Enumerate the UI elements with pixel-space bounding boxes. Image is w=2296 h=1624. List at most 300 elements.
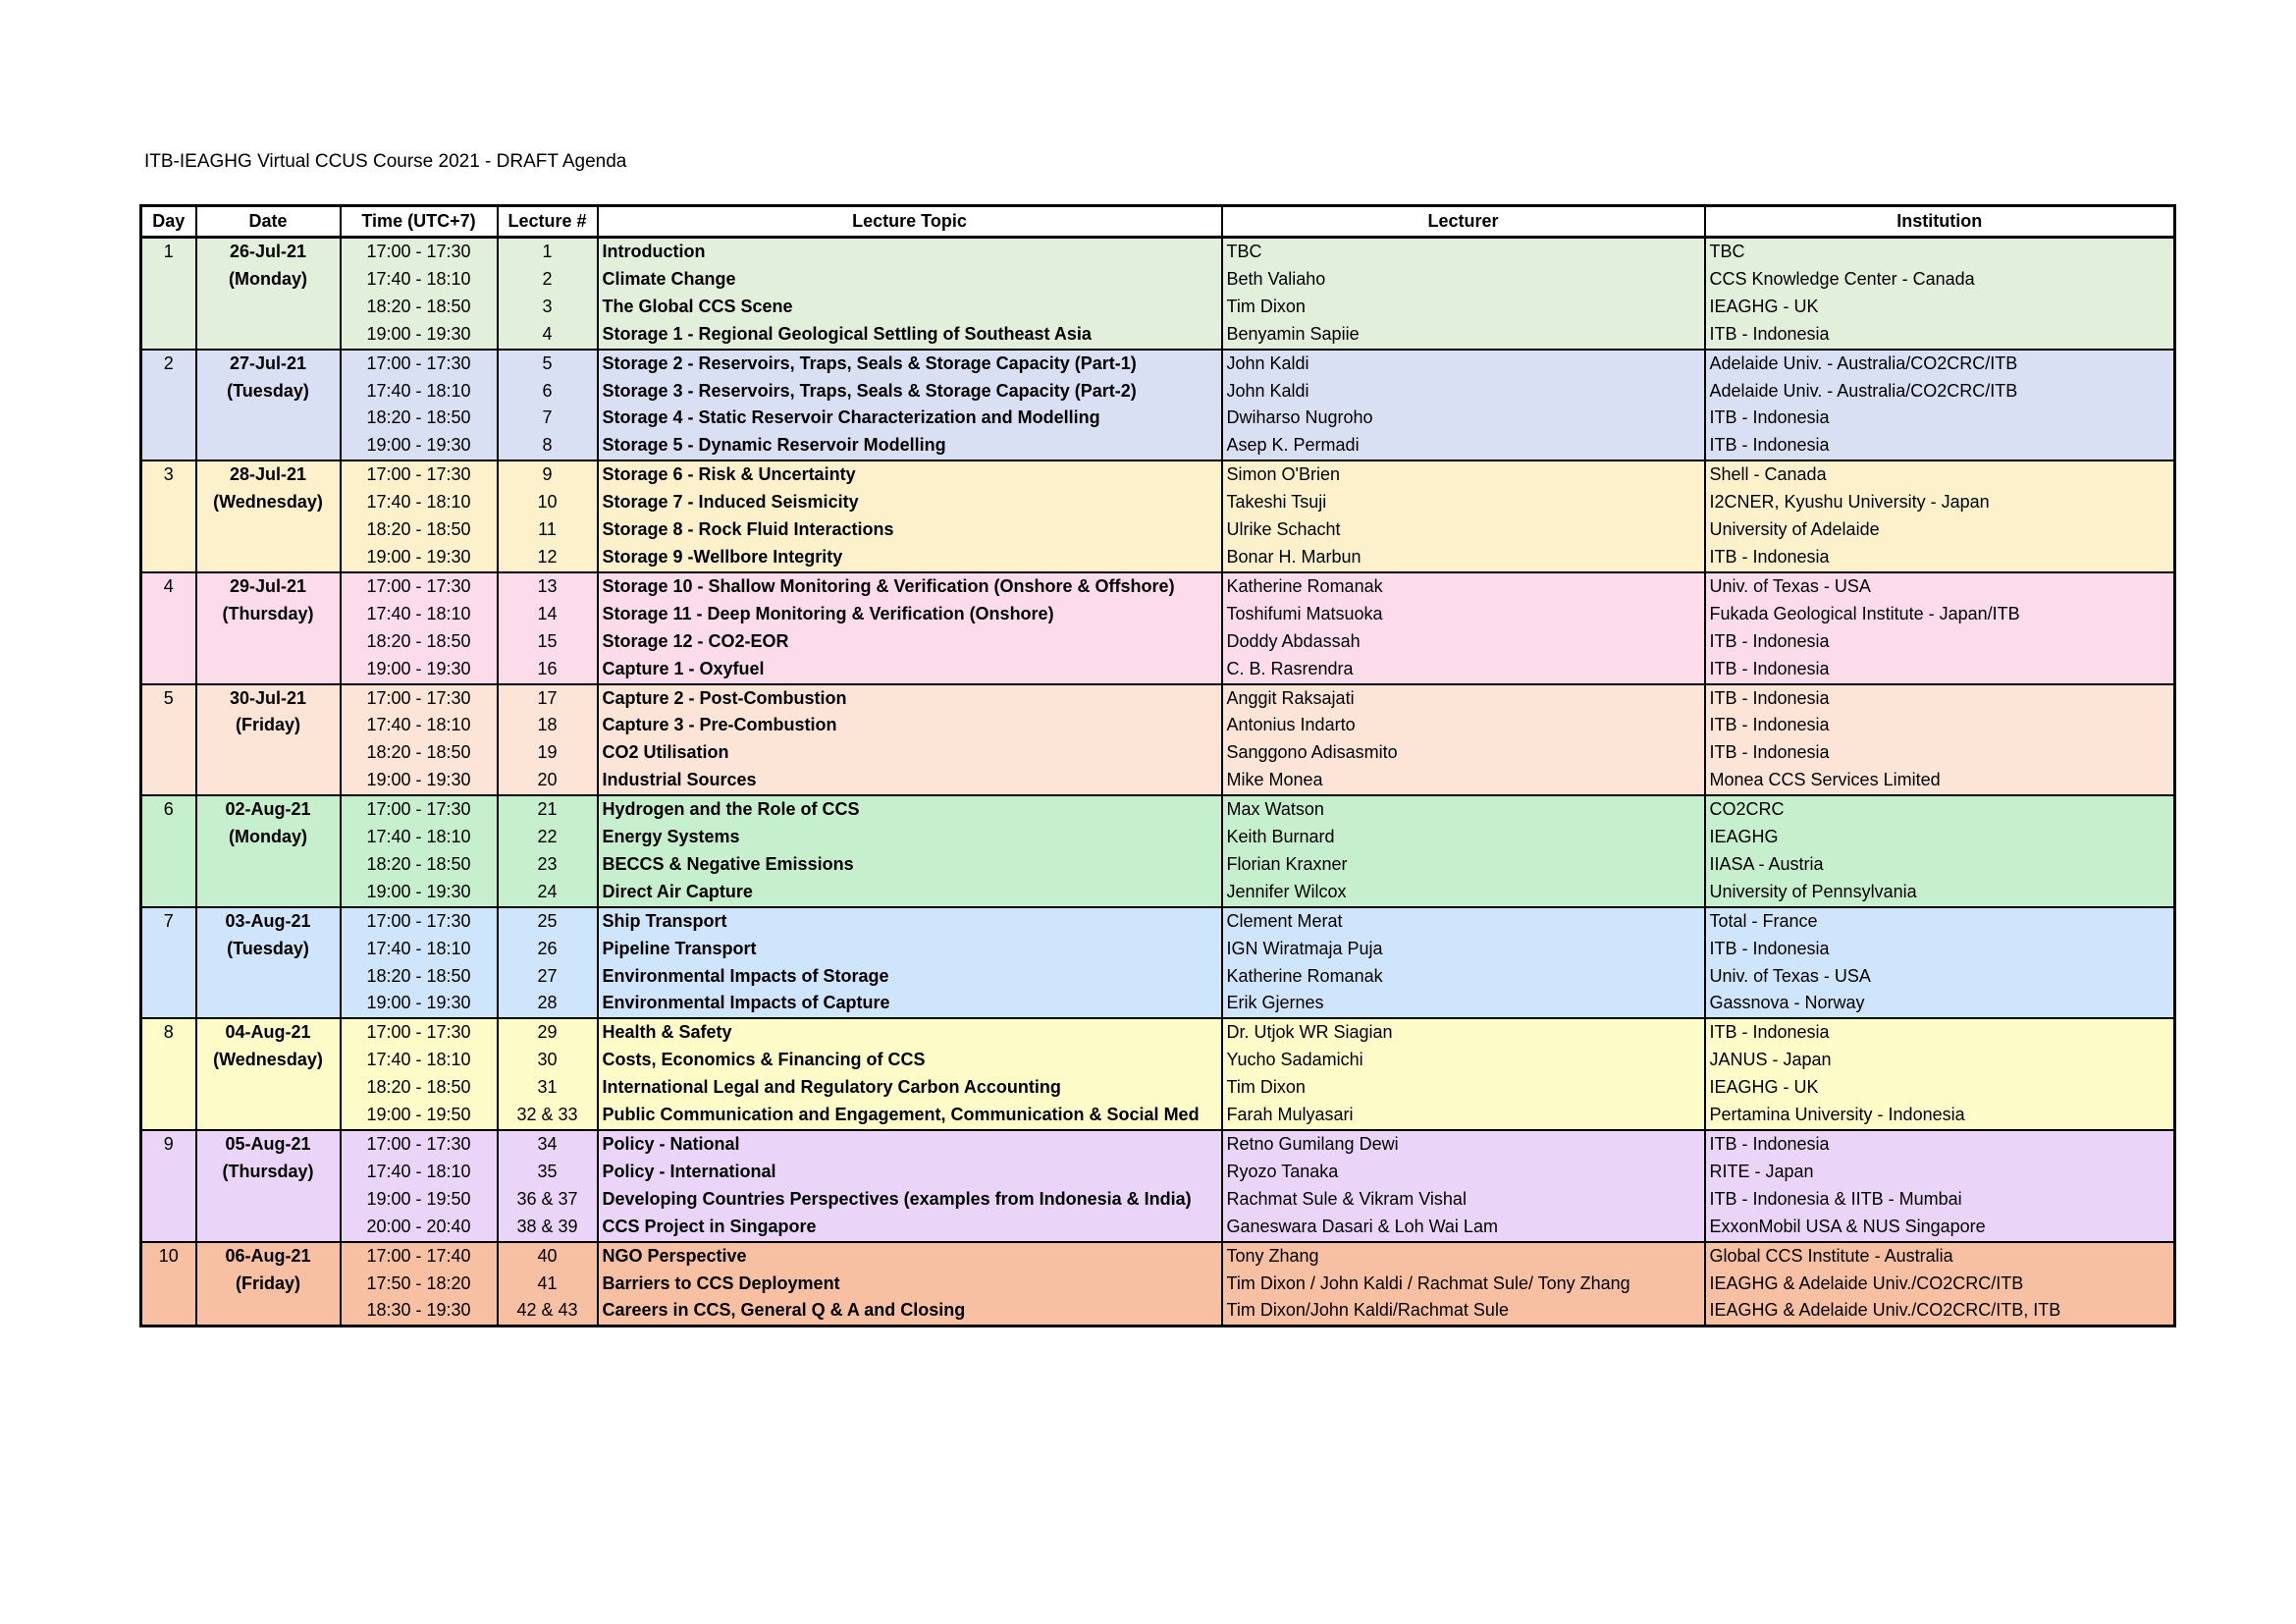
lecture-number-cell: 17 — [498, 684, 598, 713]
time-cell: 19:00 - 19:30 — [341, 656, 498, 684]
day-cell: 6 — [141, 795, 196, 824]
topic-cell: Hydrogen and the Role of CCS — [598, 795, 1222, 824]
table-row — [141, 628, 2175, 656]
time-cell: 17:00 - 17:40 — [341, 1242, 498, 1271]
lecture-number-cell: 9 — [498, 460, 598, 489]
time-cell: 18:20 - 18:50 — [341, 405, 498, 432]
topic-cell: Barriers to CCS Deployment — [598, 1271, 1222, 1298]
time-cell: 19:00 - 19:30 — [341, 767, 498, 795]
topic-cell: BECCS & Negative Emissions — [598, 851, 1222, 879]
time-cell: 19:00 - 19:30 — [341, 990, 498, 1018]
date-cell — [196, 656, 341, 684]
table-row — [141, 1297, 2175, 1326]
date-cell — [196, 767, 341, 795]
date-cell — [196, 879, 341, 907]
agenda-body — [141, 238, 2175, 1326]
institution-cell: I2CNER, Kyushu University - Japan — [1705, 489, 2175, 516]
topic-cell: Capture 3 - Pre-Combustion — [598, 712, 1222, 739]
day-cell — [141, 1047, 196, 1074]
topic-cell: CCS Project in Singapore — [598, 1214, 1222, 1242]
institution-cell: CCS Knowledge Center - Canada — [1705, 266, 2175, 294]
date-cell: 05-Aug-21 — [196, 1130, 341, 1159]
date-cell: (Tuesday) — [196, 378, 341, 406]
day-cell — [141, 1271, 196, 1298]
topic-cell: Storage 11 - Deep Monitoring & Verification (Onshore) — [598, 601, 1222, 628]
table-row — [141, 266, 2175, 294]
time-cell: 18:20 - 18:50 — [341, 516, 498, 544]
lecture-number-cell: 14 — [498, 601, 598, 628]
institution-cell: Adelaide Univ. - Australia/CO2CRC/ITB — [1705, 350, 2175, 378]
table-row — [141, 963, 2175, 991]
topic-cell: Storage 7 - Induced Seismicity — [598, 489, 1222, 516]
lecturer-cell: Tim Dixon / John Kaldi / Rachmat Sule/ Tony Zhang — [1222, 1271, 1705, 1298]
institution-cell: Univ. of Texas - USA — [1705, 572, 2175, 601]
topic-cell: Careers in CCS, General Q & A and Closing — [598, 1297, 1222, 1326]
table-row — [141, 1186, 2175, 1214]
institution-cell: RITE - Japan — [1705, 1159, 2175, 1186]
date-cell — [196, 1214, 341, 1242]
date-cell: 26-Jul-21 — [196, 238, 341, 266]
day-cell — [141, 1074, 196, 1102]
day-cell — [141, 851, 196, 879]
lecture-number-cell: 5 — [498, 350, 598, 378]
table-row — [141, 684, 2175, 713]
institution-cell: ITB - Indonesia — [1705, 628, 2175, 656]
lecturer-cell: Yucho Sadamichi — [1222, 1047, 1705, 1074]
lecture-number-cell: 19 — [498, 739, 598, 767]
header-row — [141, 206, 2175, 238]
lecture-number-cell: 22 — [498, 824, 598, 851]
lecturer-cell: Antonius Indarto — [1222, 712, 1705, 739]
institution-cell: Fukada Geological Institute - Japan/ITB — [1705, 601, 2175, 628]
table-row — [141, 1102, 2175, 1130]
time-cell: 18:20 - 18:50 — [341, 963, 498, 991]
lecture-number-cell: 7 — [498, 405, 598, 432]
lecture-number-cell: 42 & 43 — [498, 1297, 598, 1326]
date-cell: 04-Aug-21 — [196, 1018, 341, 1047]
lecturer-cell: Dwiharso Nugroho — [1222, 405, 1705, 432]
lecture-number-cell: 13 — [498, 572, 598, 601]
time-cell: 17:40 - 18:10 — [341, 266, 498, 294]
lecture-number-cell: 29 — [498, 1018, 598, 1047]
day-cell — [141, 1102, 196, 1130]
date-cell: (Friday) — [196, 1271, 341, 1298]
institution-cell: ExxonMobil USA & NUS Singapore — [1705, 1214, 2175, 1242]
day-cell — [141, 1186, 196, 1214]
header-time: Time (UTC+7) — [341, 206, 498, 238]
topic-cell: Storage 10 - Shallow Monitoring & Verification (Onshore & Offshore) — [598, 572, 1222, 601]
lecturer-cell: John Kaldi — [1222, 350, 1705, 378]
lecturer-cell: Bonar H. Marbun — [1222, 544, 1705, 572]
day-cell — [141, 544, 196, 572]
header-date: Date — [196, 206, 341, 238]
lecture-number-cell: 38 & 39 — [498, 1214, 598, 1242]
lecture-number-cell: 8 — [498, 432, 598, 460]
lecturer-cell: Asep K. Permadi — [1222, 432, 1705, 460]
topic-cell: Storage 8 - Rock Fluid Interactions — [598, 516, 1222, 544]
topic-cell: Climate Change — [598, 266, 1222, 294]
topic-cell: Capture 1 - Oxyfuel — [598, 656, 1222, 684]
topic-cell: Storage 1 - Regional Geological Settling of Southeast Asia — [598, 321, 1222, 350]
lecture-number-cell: 31 — [498, 1074, 598, 1102]
lecture-number-cell: 35 — [498, 1159, 598, 1186]
day-cell: 5 — [141, 684, 196, 713]
time-cell: 19:00 - 19:30 — [341, 432, 498, 460]
lecture-number-cell: 6 — [498, 378, 598, 406]
date-cell: (Thursday) — [196, 601, 341, 628]
day-cell — [141, 879, 196, 907]
institution-cell: University of Pennsylvania — [1705, 879, 2175, 907]
time-cell: 17:00 - 17:30 — [341, 907, 498, 936]
table-row — [141, 460, 2175, 489]
lecturer-cell: Clement Merat — [1222, 907, 1705, 936]
time-cell: 17:50 - 18:20 — [341, 1271, 498, 1298]
lecturer-cell: Simon O'Brien — [1222, 460, 1705, 489]
header-lecture: Lecture # — [498, 206, 598, 238]
date-cell — [196, 516, 341, 544]
time-cell: 18:20 - 18:50 — [341, 739, 498, 767]
institution-cell: ITB - Indonesia — [1705, 739, 2175, 767]
day-cell — [141, 936, 196, 963]
day-cell — [141, 712, 196, 739]
day-cell — [141, 963, 196, 991]
table-row — [141, 795, 2175, 824]
institution-cell: Pertamina University - Indonesia — [1705, 1102, 2175, 1130]
time-cell: 17:00 - 17:30 — [341, 795, 498, 824]
table-row — [141, 432, 2175, 460]
institution-cell: Univ. of Texas - USA — [1705, 963, 2175, 991]
table-row — [141, 767, 2175, 795]
day-cell — [141, 516, 196, 544]
table-row — [141, 1159, 2175, 1186]
date-cell: (Wednesday) — [196, 1047, 341, 1074]
lecture-number-cell: 16 — [498, 656, 598, 684]
institution-cell: ITB - Indonesia — [1705, 936, 2175, 963]
topic-cell: Ship Transport — [598, 907, 1222, 936]
lecture-number-cell: 15 — [498, 628, 598, 656]
topic-cell: Storage 4 - Static Reservoir Characterization and Modelling — [598, 405, 1222, 432]
time-cell: 19:00 - 19:50 — [341, 1186, 498, 1214]
lecturer-cell: TBC — [1222, 238, 1705, 266]
table-row — [141, 405, 2175, 432]
lecture-number-cell: 3 — [498, 294, 598, 321]
topic-cell: Developing Countries Perspectives (examples from Indonesia & India) — [598, 1186, 1222, 1214]
table-row — [141, 350, 2175, 378]
table-row — [141, 321, 2175, 350]
topic-cell: Environmental Impacts of Storage — [598, 963, 1222, 991]
date-cell — [196, 1297, 341, 1326]
institution-cell: Gassnova - Norway — [1705, 990, 2175, 1018]
date-cell: 27-Jul-21 — [196, 350, 341, 378]
table-row — [141, 936, 2175, 963]
date-cell: 30-Jul-21 — [196, 684, 341, 713]
institution-cell: ITB - Indonesia — [1705, 544, 2175, 572]
topic-cell: Energy Systems — [598, 824, 1222, 851]
day-cell: 1 — [141, 238, 196, 266]
time-cell: 18:20 - 18:50 — [341, 1074, 498, 1102]
lecture-number-cell: 28 — [498, 990, 598, 1018]
topic-cell: Storage 9 -Wellbore Integrity — [598, 544, 1222, 572]
date-cell: 28-Jul-21 — [196, 460, 341, 489]
day-cell: 3 — [141, 460, 196, 489]
lecture-number-cell: 40 — [498, 1242, 598, 1271]
lecture-number-cell: 24 — [498, 879, 598, 907]
date-cell: (Thursday) — [196, 1159, 341, 1186]
date-cell — [196, 739, 341, 767]
time-cell: 17:40 - 18:10 — [341, 936, 498, 963]
topic-cell: Direct Air Capture — [598, 879, 1222, 907]
time-cell: 17:40 - 18:10 — [341, 378, 498, 406]
topic-cell: Storage 2 - Reservoirs, Traps, Seals & Storage Capacity (Part-1) — [598, 350, 1222, 378]
lecturer-cell: Max Watson — [1222, 795, 1705, 824]
time-cell: 19:00 - 19:50 — [341, 1102, 498, 1130]
lecturer-cell: Tony Zhang — [1222, 1242, 1705, 1271]
lecture-number-cell: 18 — [498, 712, 598, 739]
institution-cell: ITB - Indonesia — [1705, 1018, 2175, 1047]
lecturer-cell: Anggit Raksajati — [1222, 684, 1705, 713]
lecture-number-cell: 30 — [498, 1047, 598, 1074]
table-row — [141, 1074, 2175, 1102]
institution-cell: ITB - Indonesia — [1705, 656, 2175, 684]
date-cell: 02-Aug-21 — [196, 795, 341, 824]
day-cell — [141, 1159, 196, 1186]
day-cell — [141, 489, 196, 516]
table-row — [141, 990, 2175, 1018]
table-row — [141, 601, 2175, 628]
lecturer-cell: Katherine Romanak — [1222, 572, 1705, 601]
day-cell — [141, 321, 196, 350]
lecture-number-cell: 10 — [498, 489, 598, 516]
table-row — [141, 294, 2175, 321]
date-cell: (Monday) — [196, 266, 341, 294]
institution-cell: JANUS - Japan — [1705, 1047, 2175, 1074]
time-cell: 19:00 - 19:30 — [341, 879, 498, 907]
time-cell: 17:40 - 18:10 — [341, 1047, 498, 1074]
lecturer-cell: Florian Kraxner — [1222, 851, 1705, 879]
institution-cell: Monea CCS Services Limited — [1705, 767, 2175, 795]
header-lecturer: Lecturer — [1222, 206, 1705, 238]
institution-cell: Total - France — [1705, 907, 2175, 936]
time-cell: 18:20 - 18:50 — [341, 851, 498, 879]
table-row — [141, 1214, 2175, 1242]
date-cell — [196, 1074, 341, 1102]
lecture-number-cell: 11 — [498, 516, 598, 544]
topic-cell: International Legal and Regulatory Carbon Accounting — [598, 1074, 1222, 1102]
time-cell: 17:40 - 18:10 — [341, 712, 498, 739]
topic-cell: Pipeline Transport — [598, 936, 1222, 963]
day-cell — [141, 739, 196, 767]
header-topic: Lecture Topic — [598, 206, 1222, 238]
topic-cell: Health & Safety — [598, 1018, 1222, 1047]
time-cell: 17:40 - 18:10 — [341, 601, 498, 628]
table-row — [141, 572, 2175, 601]
lecture-number-cell: 26 — [498, 936, 598, 963]
day-cell — [141, 767, 196, 795]
date-cell — [196, 1102, 341, 1130]
table-row — [141, 516, 2175, 544]
topic-cell: Policy - National — [598, 1130, 1222, 1159]
topic-cell: Storage 3 - Reservoirs, Traps, Seals & Storage Capacity (Part-2) — [598, 378, 1222, 406]
table-row — [141, 238, 2175, 266]
table-row — [141, 489, 2175, 516]
institution-cell: IEAGHG — [1705, 824, 2175, 851]
date-cell: 03-Aug-21 — [196, 907, 341, 936]
topic-cell: Environmental Impacts of Capture — [598, 990, 1222, 1018]
lecturer-cell: Retno Gumilang Dewi — [1222, 1130, 1705, 1159]
lecturer-cell: Mike Monea — [1222, 767, 1705, 795]
table-row — [141, 1018, 2175, 1047]
institution-cell: ITB - Indonesia — [1705, 321, 2175, 350]
lecturer-cell: Tim Dixon — [1222, 294, 1705, 321]
date-cell: 06-Aug-21 — [196, 1242, 341, 1271]
institution-cell: ITB - Indonesia — [1705, 684, 2175, 713]
time-cell: 17:40 - 18:10 — [341, 489, 498, 516]
lecturer-cell: Ryozo Tanaka — [1222, 1159, 1705, 1186]
date-cell — [196, 544, 341, 572]
time-cell: 20:00 - 20:40 — [341, 1214, 498, 1242]
topic-cell: Storage 12 - CO2-EOR — [598, 628, 1222, 656]
lecturer-cell: Jennifer Wilcox — [1222, 879, 1705, 907]
lecturer-cell: Tim Dixon — [1222, 1074, 1705, 1102]
day-cell: 7 — [141, 907, 196, 936]
date-cell — [196, 432, 341, 460]
day-cell — [141, 628, 196, 656]
header-institution: Institution — [1705, 206, 2175, 238]
institution-cell: IEAGHG & Adelaide Univ./CO2CRC/ITB, ITB — [1705, 1297, 2175, 1326]
time-cell: 17:00 - 17:30 — [341, 350, 498, 378]
lecturer-cell: Farah Mulyasari — [1222, 1102, 1705, 1130]
lecturer-cell: Toshifumi Matsuoka — [1222, 601, 1705, 628]
topic-cell: NGO Perspective — [598, 1242, 1222, 1271]
lecturer-cell: Benyamin Sapiie — [1222, 321, 1705, 350]
table-row — [141, 1047, 2175, 1074]
day-cell — [141, 1297, 196, 1326]
time-cell: 17:40 - 18:10 — [341, 824, 498, 851]
time-cell: 19:00 - 19:30 — [341, 544, 498, 572]
date-cell: (Tuesday) — [196, 936, 341, 963]
day-cell: 9 — [141, 1130, 196, 1159]
table-row — [141, 739, 2175, 767]
time-cell: 18:20 - 18:50 — [341, 628, 498, 656]
lecturer-cell: Doddy Abdassah — [1222, 628, 1705, 656]
time-cell: 17:00 - 17:30 — [341, 238, 498, 266]
table-row — [141, 1242, 2175, 1271]
date-cell — [196, 851, 341, 879]
table-row — [141, 656, 2175, 684]
lecturer-cell: Katherine Romanak — [1222, 963, 1705, 991]
time-cell: 18:20 - 18:50 — [341, 294, 498, 321]
agenda-table — [139, 204, 2176, 1327]
table-row — [141, 907, 2175, 936]
day-cell — [141, 405, 196, 432]
date-cell — [196, 990, 341, 1018]
date-cell — [196, 628, 341, 656]
institution-cell: Shell - Canada — [1705, 460, 2175, 489]
date-cell: 29-Jul-21 — [196, 572, 341, 601]
institution-cell: IIASA - Austria — [1705, 851, 2175, 879]
time-cell: 17:00 - 17:30 — [341, 460, 498, 489]
lecture-number-cell: 25 — [498, 907, 598, 936]
institution-cell: ITB - Indonesia & IITB - Mumbai — [1705, 1186, 2175, 1214]
date-cell — [196, 405, 341, 432]
topic-cell: Policy - International — [598, 1159, 1222, 1186]
lecture-number-cell: 1 — [498, 238, 598, 266]
date-cell: (Monday) — [196, 824, 341, 851]
table-row — [141, 378, 2175, 406]
lecturer-cell: C. B. Rasrendra — [1222, 656, 1705, 684]
lecture-number-cell: 2 — [498, 266, 598, 294]
institution-cell: TBC — [1705, 238, 2175, 266]
time-cell: 17:00 - 17:30 — [341, 1018, 498, 1047]
table-row — [141, 712, 2175, 739]
date-cell — [196, 321, 341, 350]
table-row — [141, 851, 2175, 879]
lecture-number-cell: 20 — [498, 767, 598, 795]
institution-cell: ITB - Indonesia — [1705, 405, 2175, 432]
time-cell: 17:00 - 17:30 — [341, 1130, 498, 1159]
lecture-number-cell: 27 — [498, 963, 598, 991]
time-cell: 17:00 - 17:30 — [341, 572, 498, 601]
lecture-number-cell: 12 — [498, 544, 598, 572]
day-cell — [141, 1214, 196, 1242]
lecturer-cell: Ulrike Schacht — [1222, 516, 1705, 544]
lecturer-cell: Dr. Utjok WR Siagian — [1222, 1018, 1705, 1047]
table-row — [141, 544, 2175, 572]
header-day: Day — [141, 206, 196, 238]
topic-cell: CO2 Utilisation — [598, 739, 1222, 767]
institution-cell: IEAGHG - UK — [1705, 294, 2175, 321]
topic-cell: Costs, Economics & Financing of CCS — [598, 1047, 1222, 1074]
lecturer-cell: Rachmat Sule & Vikram Vishal — [1222, 1186, 1705, 1214]
institution-cell: IEAGHG & Adelaide Univ./CO2CRC/ITB — [1705, 1271, 2175, 1298]
lecturer-cell: John Kaldi — [1222, 378, 1705, 406]
lecturer-cell: Sanggono Adisasmito — [1222, 739, 1705, 767]
date-cell — [196, 1186, 341, 1214]
day-cell — [141, 266, 196, 294]
day-cell — [141, 601, 196, 628]
lecture-number-cell: 4 — [498, 321, 598, 350]
day-cell — [141, 656, 196, 684]
institution-cell: Adelaide Univ. - Australia/CO2CRC/ITB — [1705, 378, 2175, 406]
lecture-number-cell: 41 — [498, 1271, 598, 1298]
day-cell: 10 — [141, 1242, 196, 1271]
day-cell: 4 — [141, 572, 196, 601]
institution-cell: IEAGHG - UK — [1705, 1074, 2175, 1102]
lecturer-cell: Ganeswara Dasari & Loh Wai Lam — [1222, 1214, 1705, 1242]
time-cell: 17:00 - 17:30 — [341, 684, 498, 713]
lecturer-cell: IGN Wiratmaja Puja — [1222, 936, 1705, 963]
day-cell — [141, 824, 196, 851]
time-cell: 18:30 - 19:30 — [341, 1297, 498, 1326]
date-cell — [196, 294, 341, 321]
lecture-number-cell: 21 — [498, 795, 598, 824]
table-row — [141, 1130, 2175, 1159]
day-cell: 2 — [141, 350, 196, 378]
institution-cell: Global CCS Institute - Australia — [1705, 1242, 2175, 1271]
topic-cell: Introduction — [598, 238, 1222, 266]
date-cell — [196, 963, 341, 991]
topic-cell: Storage 5 - Dynamic Reservoir Modelling — [598, 432, 1222, 460]
time-cell: 19:00 - 19:30 — [341, 321, 498, 350]
topic-cell: The Global CCS Scene — [598, 294, 1222, 321]
institution-cell: CO2CRC — [1705, 795, 2175, 824]
lecture-number-cell: 23 — [498, 851, 598, 879]
table-row — [141, 1271, 2175, 1298]
time-cell: 17:40 - 18:10 — [341, 1159, 498, 1186]
lecturer-cell: Beth Valiaho — [1222, 266, 1705, 294]
lecture-number-cell: 32 & 33 — [498, 1102, 598, 1130]
topic-cell: Capture 2 - Post-Combustion — [598, 684, 1222, 713]
